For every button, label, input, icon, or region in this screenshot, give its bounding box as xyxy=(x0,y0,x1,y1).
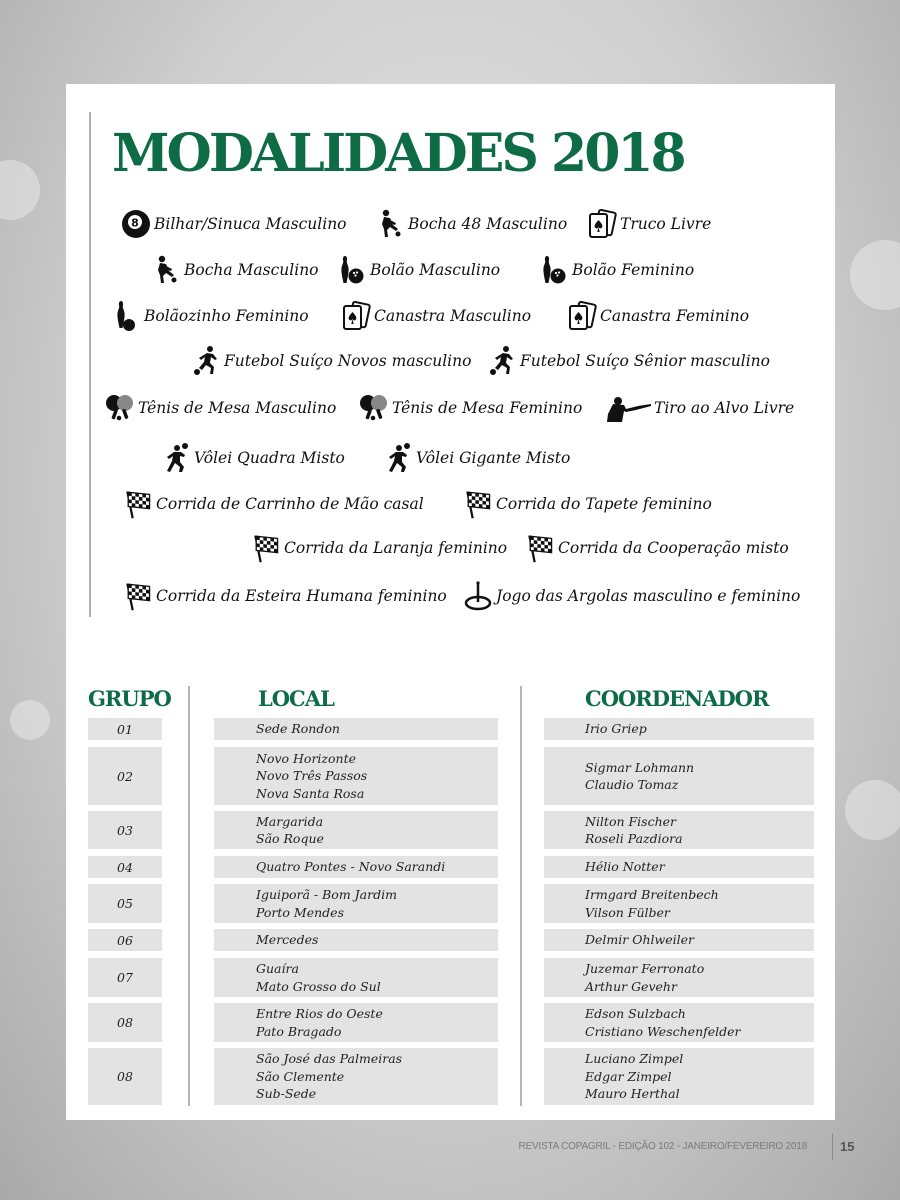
coordinator-cell xyxy=(544,958,814,997)
shooter-icon xyxy=(604,392,652,424)
coordinator-line: Irio Griep xyxy=(585,721,647,737)
checkered-flag-icon xyxy=(462,488,494,520)
group-number-cell: 05 xyxy=(88,884,162,923)
coordinator-line: Hélio Notter xyxy=(585,859,665,875)
playing-cards-icon xyxy=(566,300,598,332)
header-grupo: GRUPO xyxy=(88,686,171,711)
local-line: Entre Rios do Oeste xyxy=(256,1006,383,1021)
table-tennis-icon xyxy=(358,392,390,424)
modality-label: Jogo das Argolas masculino e feminino xyxy=(496,587,801,605)
local-line: Pato Bragado xyxy=(256,1023,342,1039)
column-divider xyxy=(188,686,190,1106)
checkered-flag-icon xyxy=(250,532,282,564)
soccer-player-icon xyxy=(486,345,518,377)
modality-item xyxy=(122,488,424,520)
local-cell xyxy=(214,811,498,849)
local-line: São Roque xyxy=(256,831,324,846)
modality-label: Bocha 48 Masculino xyxy=(408,215,568,233)
modality-label: Bilhar/Sinuca Masculino xyxy=(154,215,347,233)
modality-item xyxy=(358,392,582,424)
modality-item xyxy=(336,254,500,286)
local-line: Quatro Pontes - Novo Sarandi xyxy=(256,859,446,875)
table-tennis-icon xyxy=(104,392,136,424)
coordinator-cell xyxy=(544,856,814,878)
modality-label: Tênis de Mesa Masculino xyxy=(138,399,337,417)
local-line: Nova Santa Rosa xyxy=(256,785,365,801)
modality-label: Corrida do Tapete feminino xyxy=(496,495,712,513)
coordinator-line: Arthur Gevehr xyxy=(585,978,677,994)
header-coordenador: COORDENADOR xyxy=(585,686,769,711)
group-number-cell: 04 xyxy=(88,856,162,878)
coordinator-cell xyxy=(544,884,814,923)
local-line: Novo Três Passos xyxy=(256,768,368,784)
column-divider xyxy=(520,686,522,1106)
local-cell xyxy=(214,856,498,878)
modality-item xyxy=(486,345,770,377)
modality-label: Corrida da Laranja feminino xyxy=(284,539,508,557)
group-number-cell: 02 xyxy=(88,747,162,805)
modality-item xyxy=(462,580,800,612)
coordinator-line: Luciano Zimpel xyxy=(585,1051,684,1067)
modality-item xyxy=(150,254,319,286)
bowling-icon xyxy=(538,254,570,286)
modality-label: Truco Livre xyxy=(620,215,712,233)
local-line: Mato Grosso do Sul xyxy=(256,978,381,994)
local-cell xyxy=(214,958,498,997)
volleyball-player-icon xyxy=(160,442,192,474)
coordinator-line: Delmir Ohlweiler xyxy=(585,932,694,948)
modality-item xyxy=(462,488,712,520)
coordinator-line: Cristiano Weschenfelder xyxy=(585,1023,741,1039)
header-local: LOCAL xyxy=(258,686,334,711)
modality-item xyxy=(340,300,531,332)
footer-publication: REVISTA COPAGRIL - EDIÇÃO 102 - JANEIRO/FEVEREIRO 2018 xyxy=(518,1141,807,1152)
modality-label: Tiro ao Alvo Livre xyxy=(654,399,795,417)
bowling-pin-icon xyxy=(110,300,142,332)
checkered-flag-icon xyxy=(122,488,154,520)
modality-item xyxy=(566,300,749,332)
coordinator-line: Roseli Pazdiora xyxy=(585,831,683,846)
modality-item xyxy=(538,254,694,286)
coordinator-cell xyxy=(544,929,814,951)
playing-cards-icon xyxy=(340,300,372,332)
playing-cards-icon xyxy=(586,208,618,240)
coordinator-line: Irmgard Breitenbech xyxy=(585,887,719,902)
group-number-cell: 08 xyxy=(88,1048,162,1105)
group-number-cell: 08 xyxy=(88,1003,162,1042)
local-line: Margarida xyxy=(256,813,324,829)
local-line: Mercedes xyxy=(256,932,319,948)
local-line: Iguiporã - Bom Jardim xyxy=(256,887,397,902)
coordinator-line: Mauro Herthal xyxy=(585,1086,680,1102)
checkered-flag-icon xyxy=(524,532,556,564)
modality-item xyxy=(586,208,711,240)
modality-item xyxy=(110,300,309,332)
modality-label: Bolão Feminino xyxy=(572,261,695,279)
modality-label: Bolão Masculino xyxy=(370,261,501,279)
local-line: São José das Palmeiras xyxy=(256,1051,403,1067)
modality-item xyxy=(374,208,567,240)
svg-text:8: 8 xyxy=(131,216,139,230)
bowling-icon xyxy=(336,254,368,286)
modality-label: Corrida de Carrinho de Mão casal xyxy=(156,495,424,513)
billiard-ball-icon xyxy=(120,208,152,240)
modality-label: Corrida da Cooperação misto xyxy=(558,539,789,557)
local-cell xyxy=(214,718,498,740)
ring-toss-icon xyxy=(462,580,494,612)
bocce-player-icon xyxy=(150,254,182,286)
modality-item xyxy=(382,442,570,474)
coordinator-line: Edson Sulzbach xyxy=(585,1006,686,1021)
local-cell xyxy=(214,747,498,805)
soccer-player-icon xyxy=(190,345,222,377)
modality-item xyxy=(122,580,447,612)
group-number-cell: 01 xyxy=(88,718,162,740)
local-line: Porto Mendes xyxy=(256,904,344,920)
modality-label: Bocha Masculino xyxy=(184,261,319,279)
background-bokeh xyxy=(10,700,50,740)
modality-label: Futebol Suíço Novos masculino xyxy=(224,352,472,370)
group-number-cell: 03 xyxy=(88,811,162,849)
coordinator-line: Claudio Tomaz xyxy=(585,777,679,792)
coordinator-cell xyxy=(544,1003,814,1042)
group-number-cell: 06 xyxy=(88,929,162,951)
volleyball-player-icon xyxy=(382,442,414,474)
modality-label: Futebol Suíço Sênior masculino xyxy=(520,352,770,370)
coordinator-line: Juzemar Ferronato xyxy=(585,961,705,976)
modality-label: Bolãozinho Feminino xyxy=(144,307,309,325)
modality-item xyxy=(190,345,471,377)
coordinator-cell xyxy=(544,718,814,740)
background-bokeh xyxy=(0,160,40,220)
coordinator-line: Vilson Fülber xyxy=(585,904,670,920)
page-title: MODALIDADES 2018 xyxy=(112,123,684,184)
bocce-player-icon xyxy=(374,208,406,240)
modality-label: Vôlei Gigante Misto xyxy=(416,449,571,467)
local-line: Guaíra xyxy=(256,961,299,976)
local-cell xyxy=(214,1048,498,1105)
local-cell xyxy=(214,884,498,923)
modality-label: Tênis de Mesa Feminino xyxy=(392,399,583,417)
title-rule xyxy=(89,112,91,617)
modality-label: Canastra Feminino xyxy=(600,307,750,325)
modality-item xyxy=(160,442,345,474)
local-line: Sede Rondon xyxy=(256,721,340,737)
local-line: São Clemente xyxy=(256,1068,345,1084)
page-number: 15 xyxy=(840,1139,855,1154)
checkered-flag-icon xyxy=(122,580,154,612)
coordinator-cell xyxy=(544,1048,814,1105)
modality-label: Corrida da Esteira Humana feminino xyxy=(156,587,447,605)
modality-item xyxy=(120,208,347,240)
modality-label: Vôlei Quadra Misto xyxy=(194,449,345,467)
modality-item xyxy=(604,392,794,424)
local-cell xyxy=(214,929,498,951)
modality-item xyxy=(104,392,336,424)
local-cell xyxy=(214,1003,498,1042)
coordinator-line: Edgar Zimpel xyxy=(585,1068,672,1084)
background-bokeh xyxy=(845,780,900,840)
modality-item xyxy=(524,532,789,564)
local-line: Sub-Sede xyxy=(256,1086,317,1102)
local-line: Novo Horizonte xyxy=(256,750,357,766)
coordinator-cell xyxy=(544,811,814,849)
background-bokeh xyxy=(850,240,900,310)
group-number-cell: 07 xyxy=(88,958,162,997)
coordinator-line: Nilton Fischer xyxy=(585,813,677,829)
modality-label: Canastra Masculino xyxy=(374,307,532,325)
modality-item xyxy=(250,532,507,564)
coordinator-line: Sigmar Lohmann xyxy=(585,759,695,775)
footer-divider xyxy=(832,1134,833,1160)
coordinator-cell xyxy=(544,747,814,805)
